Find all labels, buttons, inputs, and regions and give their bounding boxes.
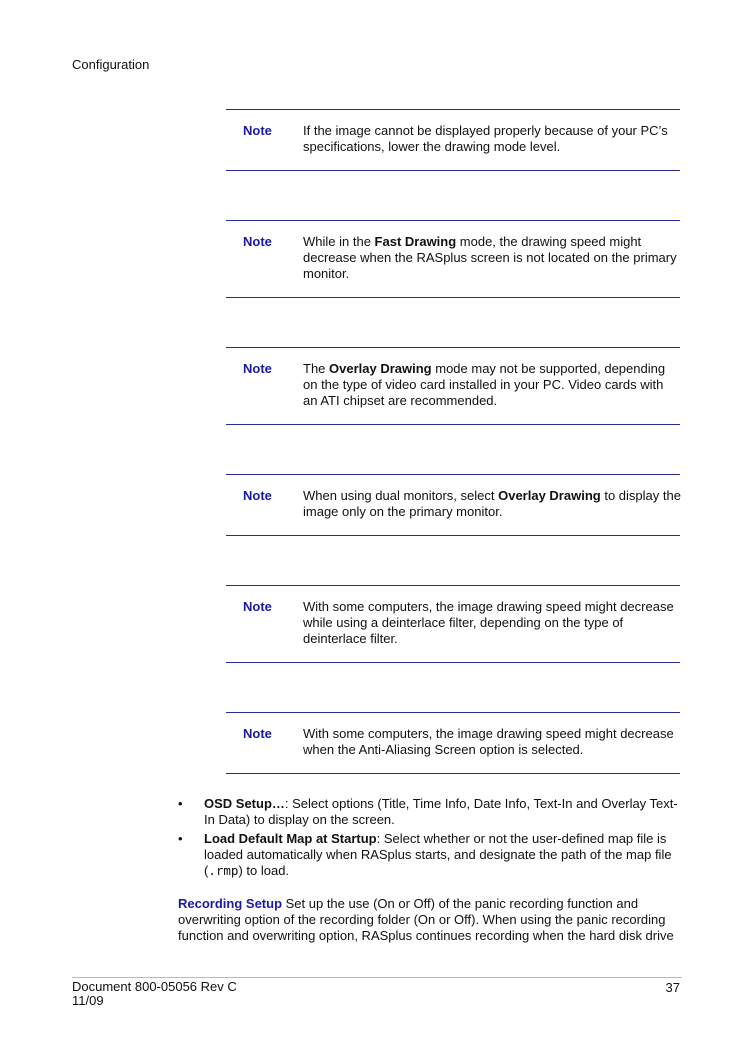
list-item: [178, 831, 682, 879]
running-header: Configuration: [72, 57, 150, 72]
note-label: Note: [243, 361, 272, 376]
bullet-term: OSD Setup…: [204, 796, 285, 811]
recording-setup-heading: Recording Setup: [178, 896, 283, 911]
note-box: [226, 220, 680, 298]
note-text-run: to display the image only on the primary monitor.: [303, 488, 681, 519]
list-item: [178, 796, 682, 828]
note-text: [303, 234, 681, 282]
note-label: Note: [243, 234, 272, 249]
note-text-run: The: [303, 361, 330, 376]
note-text-run: With some computers, the image drawing speed might decrease when the Anti-Aliasing Screen option is selected.: [303, 726, 674, 757]
note-text: [303, 361, 681, 409]
note-box: [226, 474, 680, 536]
bullet-text-tail: ) to load.: [238, 863, 290, 878]
note-emphasis: Overlay Drawing: [498, 488, 601, 503]
bullet-icon: •: [178, 831, 183, 846]
note-label: Note: [243, 599, 272, 614]
note-text-run: mode may not be supported, depending on the type of video card installed in your PC. Video cards with an ATI chipset are recommended.: [303, 361, 666, 408]
note-text: [303, 726, 681, 758]
bullet-term: Load Default Map at Startup: [204, 831, 377, 846]
note-box: [226, 712, 680, 774]
note-emphasis: Overlay Drawing: [329, 361, 432, 376]
note-text-run: With some computers, the image drawing speed might decrease while using a deinterlace filter, depending on the type of deinterlace filter.: [303, 599, 674, 646]
note-text: [303, 488, 681, 520]
footer-divider: [72, 977, 682, 978]
bullet-list: [178, 796, 682, 882]
note-label: Note: [243, 488, 272, 503]
document-date: 11/09: [72, 993, 104, 1008]
page-number: 37: [665, 980, 680, 995]
bullet-text: : Select whether or not the user-defined map file is loaded automatically when RASplus starts, and designate the path of the map file (: [204, 831, 672, 878]
note-emphasis: Fast Drawing: [374, 234, 457, 249]
note-text-run: mode, the drawing speed might decrease when the RASplus screen is not located on the primary monitor.: [303, 234, 677, 281]
note-text: [303, 599, 681, 647]
document-number: Document 800-05056 Rev C: [72, 979, 237, 994]
note-label: Note: [243, 123, 272, 138]
note-label: Note: [243, 726, 272, 741]
note-text-run: If the image cannot be displayed properly because of your PC’s specifications, lower the drawing mode level.: [303, 123, 668, 154]
note-text-run: While in the: [303, 234, 375, 249]
bullet-icon: •: [178, 796, 183, 811]
note-box: [226, 585, 680, 663]
footer-left: [72, 980, 237, 1008]
recording-setup-paragraph: [178, 896, 682, 944]
file-extension: .rmp: [208, 863, 239, 878]
note-box: [226, 347, 680, 425]
bullet-text: : Select options (Title, Time Info, Date Info, Text-In and Overlay Text-In Data) to display on the screen.: [204, 796, 678, 827]
note-text-run: When using dual monitors, select: [303, 488, 499, 503]
recording-setup-text: Set up the use (On or Off) of the panic recording function and overwriting option of the recording folder (On or Off). When using the panic recording function and overwriting option, RASplus continues recording when the hard disk drive: [178, 896, 674, 943]
note-text: [303, 123, 681, 155]
note-box: [226, 109, 680, 171]
